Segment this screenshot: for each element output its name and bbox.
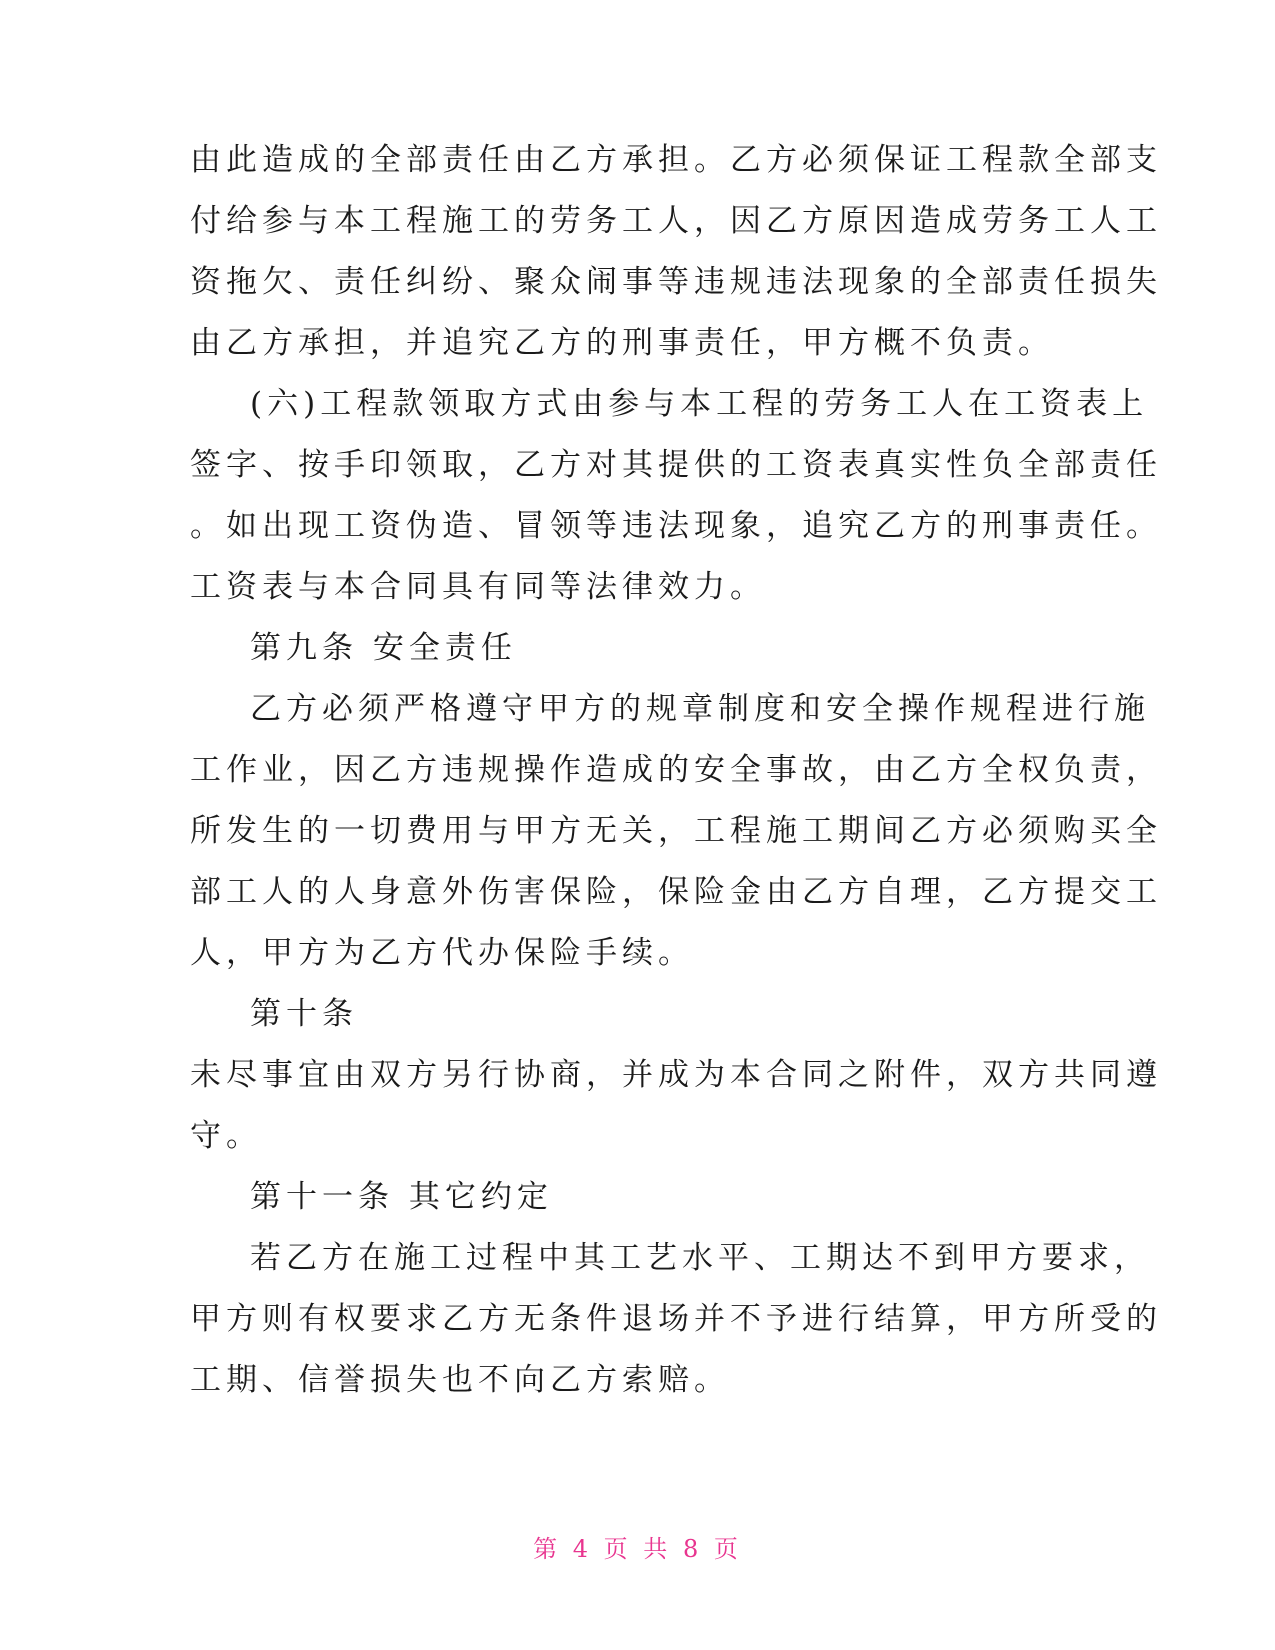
- text-line: (六)工程款领取方式由参与本工程的劳务工人在工资表上: [250, 386, 1149, 422]
- text-line: 付给参与本工程施工的劳务工人，因乙方原因造成劳务工人工: [190, 203, 1162, 239]
- section-heading: 第十条: [250, 996, 358, 1032]
- text-line: 工作业，因乙方违规操作造成的安全事故，由乙方全权负责，: [190, 752, 1162, 788]
- text-line: 若乙方在施工过程中其工艺水平、工期达不到甲方要求，: [250, 1240, 1150, 1276]
- page-number-footer: 第 4 页 共 8 页: [533, 1535, 742, 1563]
- text-line: 资拖欠、责任纠纷、聚众闹事等违规违法现象的全部责任损失: [190, 264, 1162, 300]
- section-heading: 第九条 安全责任: [250, 630, 517, 666]
- text-line: 签字、按手印领取，乙方对其提供的工资表真实性负全部责任: [190, 447, 1162, 483]
- text-line: 部工人的人身意外伤害保险，保险金由乙方自理，乙方提交工: [190, 874, 1162, 910]
- text-line: 工期、信誉损失也不向乙方索赔。: [190, 1362, 730, 1398]
- text-line: 乙方必须严格遵守甲方的规章制度和安全操作规程进行施: [250, 691, 1150, 727]
- text-line: 由乙方承担，并追究乙方的刑事责任，甲方概不负责。: [190, 325, 1054, 361]
- text-line: 所发生的一切费用与甲方无关，工程施工期间乙方必须购买全: [190, 813, 1162, 849]
- section-heading: 第十一条 其它约定: [250, 1179, 553, 1215]
- text-line: 工资表与本合同具有同等法律效力。: [190, 569, 766, 605]
- text-line: 。如出现工资伪造、冒领等违法现象，追究乙方的刑事责任。: [190, 508, 1162, 544]
- text-line: 人，甲方为乙方代办保险手续。: [190, 935, 694, 971]
- text-line: 未尽事宜由双方另行协商，并成为本合同之附件，双方共同遵: [190, 1057, 1162, 1093]
- text-line: 甲方则有权要求乙方无条件退场并不予进行结算，甲方所受的: [190, 1301, 1162, 1337]
- text-line: 守。: [190, 1118, 262, 1154]
- text-line: 由此造成的全部责任由乙方承担。乙方必须保证工程款全部支: [190, 142, 1162, 178]
